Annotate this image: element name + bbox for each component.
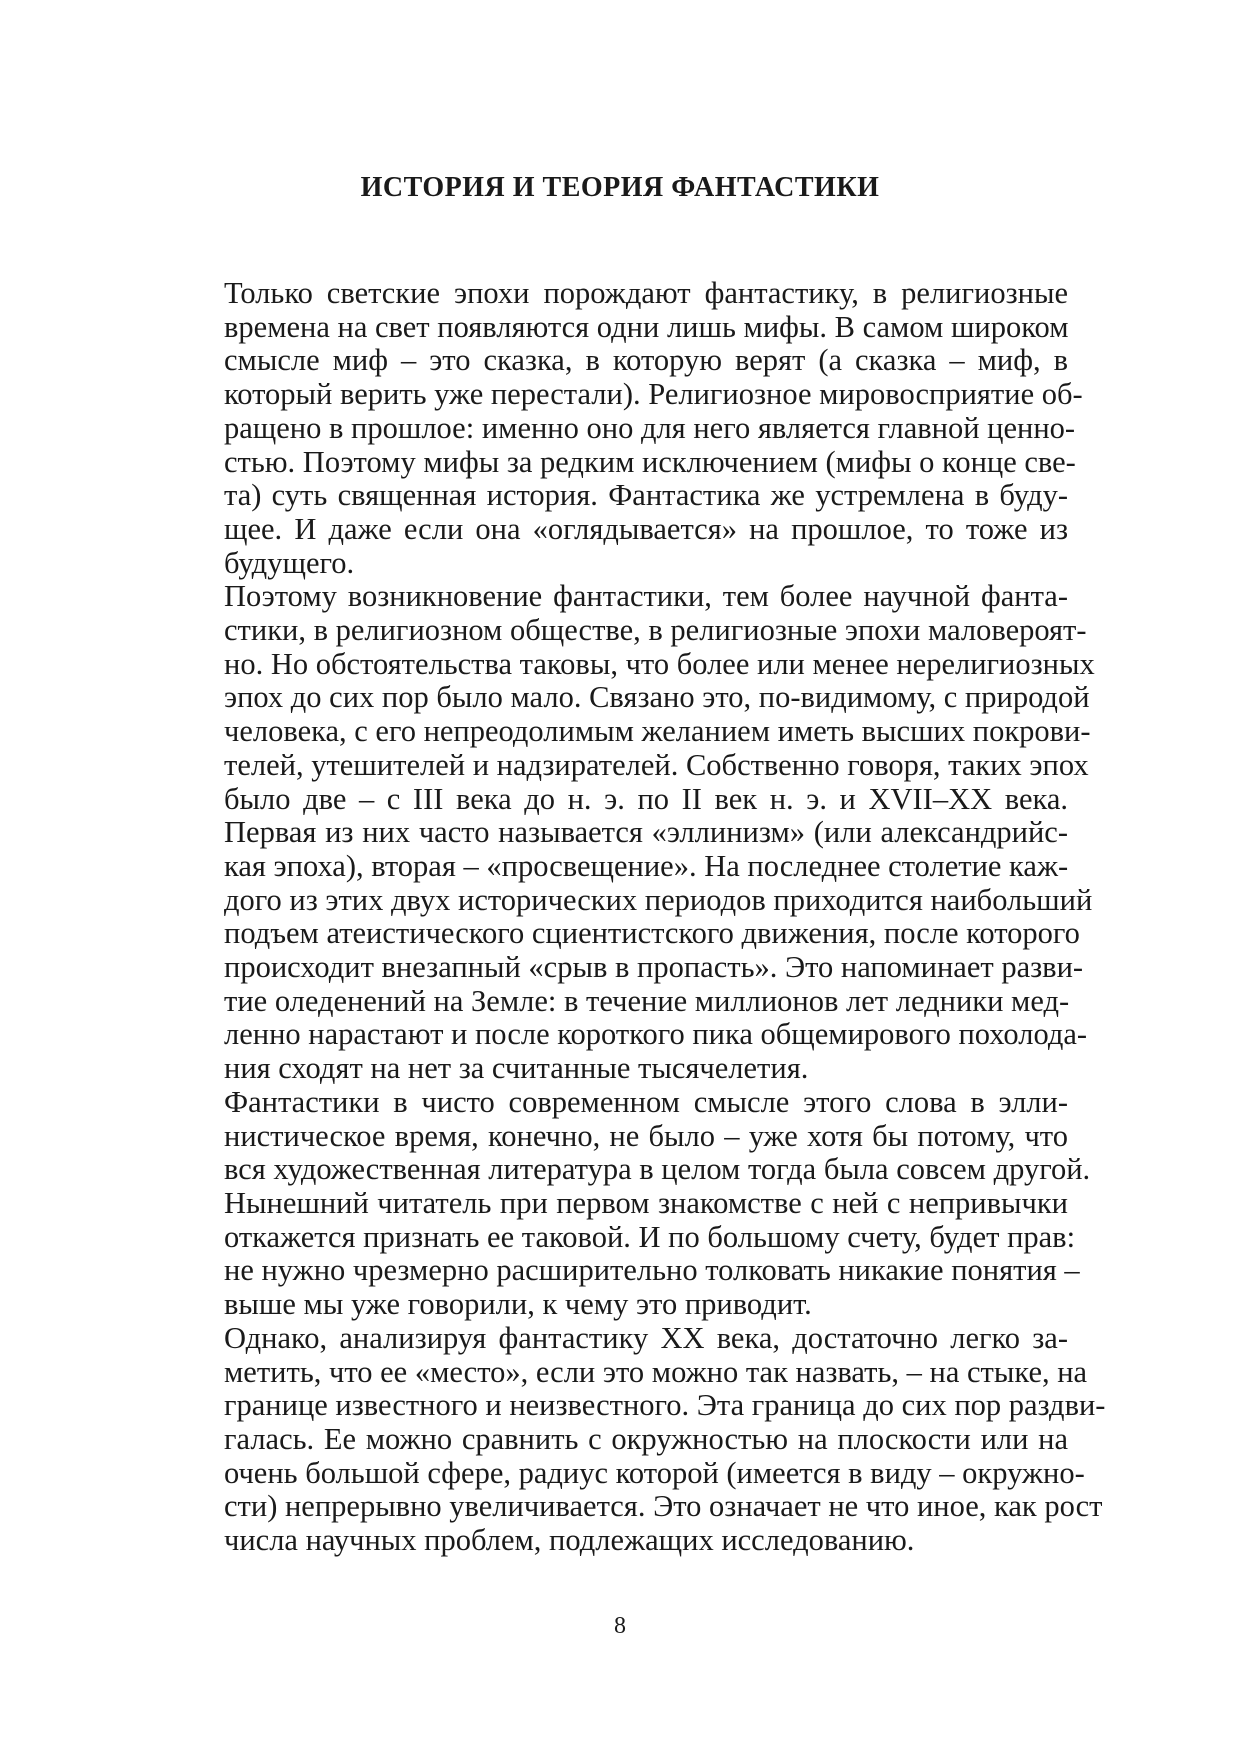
text-line: было две – с III века до н. э. по II век н. э. и XVII–XX века. [224,781,1068,816]
text-line: времена на свет появляются одни лишь мифы. В самом широком [224,309,1069,344]
text-line: тие оледенений на Земле: в течение миллионов лет ледники мед- [224,983,1070,1018]
text-line: кая эпоха), вторая – «просвещение». На последнее столетие каж- [224,848,1069,883]
text-line: ращено в прошлое: именно оно для него является главной ценно- [224,410,1076,445]
text-line: подъем атеистического сциентистского движения, после которого [224,916,1080,951]
text-line: стью. Поэтому мифы за редким исключением (мифы о конце све- [224,444,1076,479]
body-text [180,276,1106,1558]
text-line: Поэтому возникновение фантастики, тем более научной фанта- [224,579,1068,614]
text-line: ленно нарастают и после короткого пика общемирового похолода- [224,1017,1088,1052]
text-line: границе известного и неизвестного. Эта граница до сих пор раздви- [224,1388,1106,1423]
text-line: будущего. [224,545,355,580]
text-line: сти) непрерывно увеличивается. Это означает не что иное, как рост [224,1489,1103,1524]
text-line: смысле миф – это сказка, в которую верят (а сказка – миф, в [224,343,1068,378]
chapter-title: ИСТОРИЯ И ТЕОРИЯ ФАНТАСТИКИ [360,172,880,203]
page-number: 8 [614,1613,626,1639]
text-line: происходит внезапный «срыв в пропасть». Это напоминает разви- [224,950,1084,985]
paragraph [180,1084,1091,1322]
paragraph [180,579,1095,1086]
text-line: дого из этих двух исторических периодов приходится наибольший [224,882,1093,917]
text-line: Нынешний читатель при первом знакомстве с ней с непривычки [224,1185,1068,1220]
text-line: эпох до сих пор было мало. Связано это, по-видимому, с природой [224,680,1090,715]
paragraph [180,1320,1106,1558]
text-line: выше мы уже говорили, к чему это приводит. [224,1287,812,1322]
text-line: очень большой сфере, радиус которой (имеется в виду – окружно- [224,1455,1085,1490]
text-line: Фантастики в чисто современном смысле этого слова в элли- [224,1084,1068,1119]
text-line: Первая из них часто называется «эллинизм» (или александрийс- [224,815,1068,850]
text-line: который верить уже перестали). Религиозное мировосприятие об- [224,377,1083,412]
text-line: но. Но обстоятельства таковы, что более или менее нерелигиозных [224,646,1095,681]
text-line: числа научных проблем, подлежащих исследованию. [224,1523,915,1558]
text-line: Однако, анализируя фантастику XX века, достаточно легко за- [224,1320,1068,1355]
text-line: нистическое время, конечно, не было – уже хотя бы потому, что [224,1118,1068,1153]
text-line: Только светские эпохи порождают фантастику, в религиозные [224,276,1068,310]
text-line: вся художественная литература в целом тогда была совсем другой. [224,1152,1091,1187]
text-line: щее. И даже если она «оглядывается» на прошлое, то тоже из [224,511,1068,546]
text-line: откажется признать ее таковой. И по большому счету, будет прав: [224,1219,1076,1254]
paragraph [180,276,1083,580]
text-line: метить, что ее «место», если это можно так назвать, – на стыке, на [224,1354,1088,1389]
text-line: не нужно чрезмерно расширительно толковать никакие понятия – [224,1253,1080,1288]
text-line: телей, утешителей и надзирателей. Собственно говоря, таких эпох [224,747,1089,782]
text-line: стики, в религиозном обществе, в религиозные эпохи маловероят- [224,613,1087,648]
text-line: человека, с его непреодолимым желанием иметь высших покрови- [224,714,1091,749]
text-line: ния сходят на нет за считанные тысячелетия. [224,1051,809,1086]
text-line: галась. Ее можно сравнить с окружностью на плоскости или на [224,1421,1068,1456]
text-line: та) суть священная история. Фантастика же устремлена в буду- [224,478,1068,513]
